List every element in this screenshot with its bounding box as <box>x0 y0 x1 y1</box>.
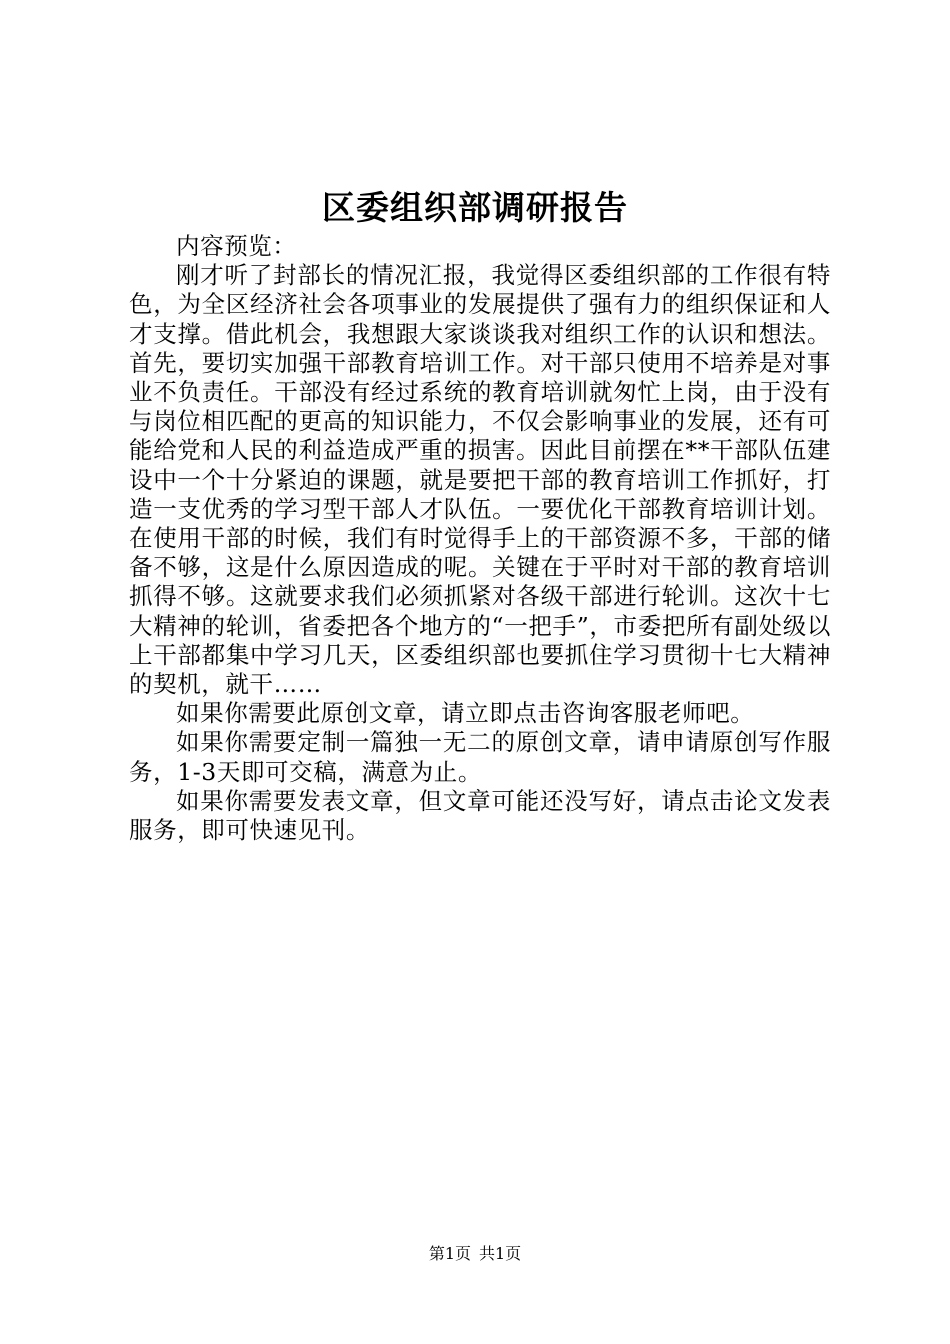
body-paragraph-main: 刚才听了封部长的情况汇报，我觉得区委组织部的工作很有特色，为全区经济社会各项事业的发展提供了强有力的组织保证和人才支撑。借此机会，我想跟大家谈谈我对组织工作的认识和想法。首先，要切实加强干部教育培训工作。对干部只使用不培养是对事业不负责任。干部没有经过系统的教育培训就匆忙上岗，由于没有与岗位相匹配的更高的知识能力，不仅会影响事业的发展，还有可能给党和人民的利益造成严重的损害。因此目前摆在**干部队伍建设中一个十分紧迫的课题，就是要把干部的教育培训工作抓好，打造一支优秀的学习型干部人才队伍。一要优化干部教育培训计划。在使用干部的时候，我们有时觉得手上的干部资源不多，干部的储备不够，这是什么原因造成的呢。关键在于平时对干部的教育培训抓得不够。这就要求我们必须抓紧对各级干部进行轮训。这次十七大精神的轮训，省委把各个地方的“一把手”，市委把所有副处级以上干部都集中学习几天，区委组织部也要抓住学习贯彻十七大精神的契机，就干…… <box>129 261 831 699</box>
document-body <box>129 232 831 845</box>
body-paragraph-publish: 如果你需要发表文章，但文章可能还没写好，请点击论文发表服务，即可快速见刊。 <box>129 786 831 845</box>
page-footer <box>0 1243 950 1265</box>
preview-label: 内容预览： <box>176 232 297 260</box>
page-number-total: 共1页 <box>479 1244 522 1263</box>
body-paragraph-consult: 如果你需要此原创文章，请立即点击咨询客服老师吧。 <box>176 699 755 728</box>
body-paragraph-custom: 如果你需要定制一篇独一无二的原创文章，请申请原创写作服务，1-3天即可交稿，满意为止。 <box>129 728 831 786</box>
document-title: 区委组织部调研报告 <box>322 188 628 227</box>
page-number-current: 第1页 <box>428 1244 471 1263</box>
